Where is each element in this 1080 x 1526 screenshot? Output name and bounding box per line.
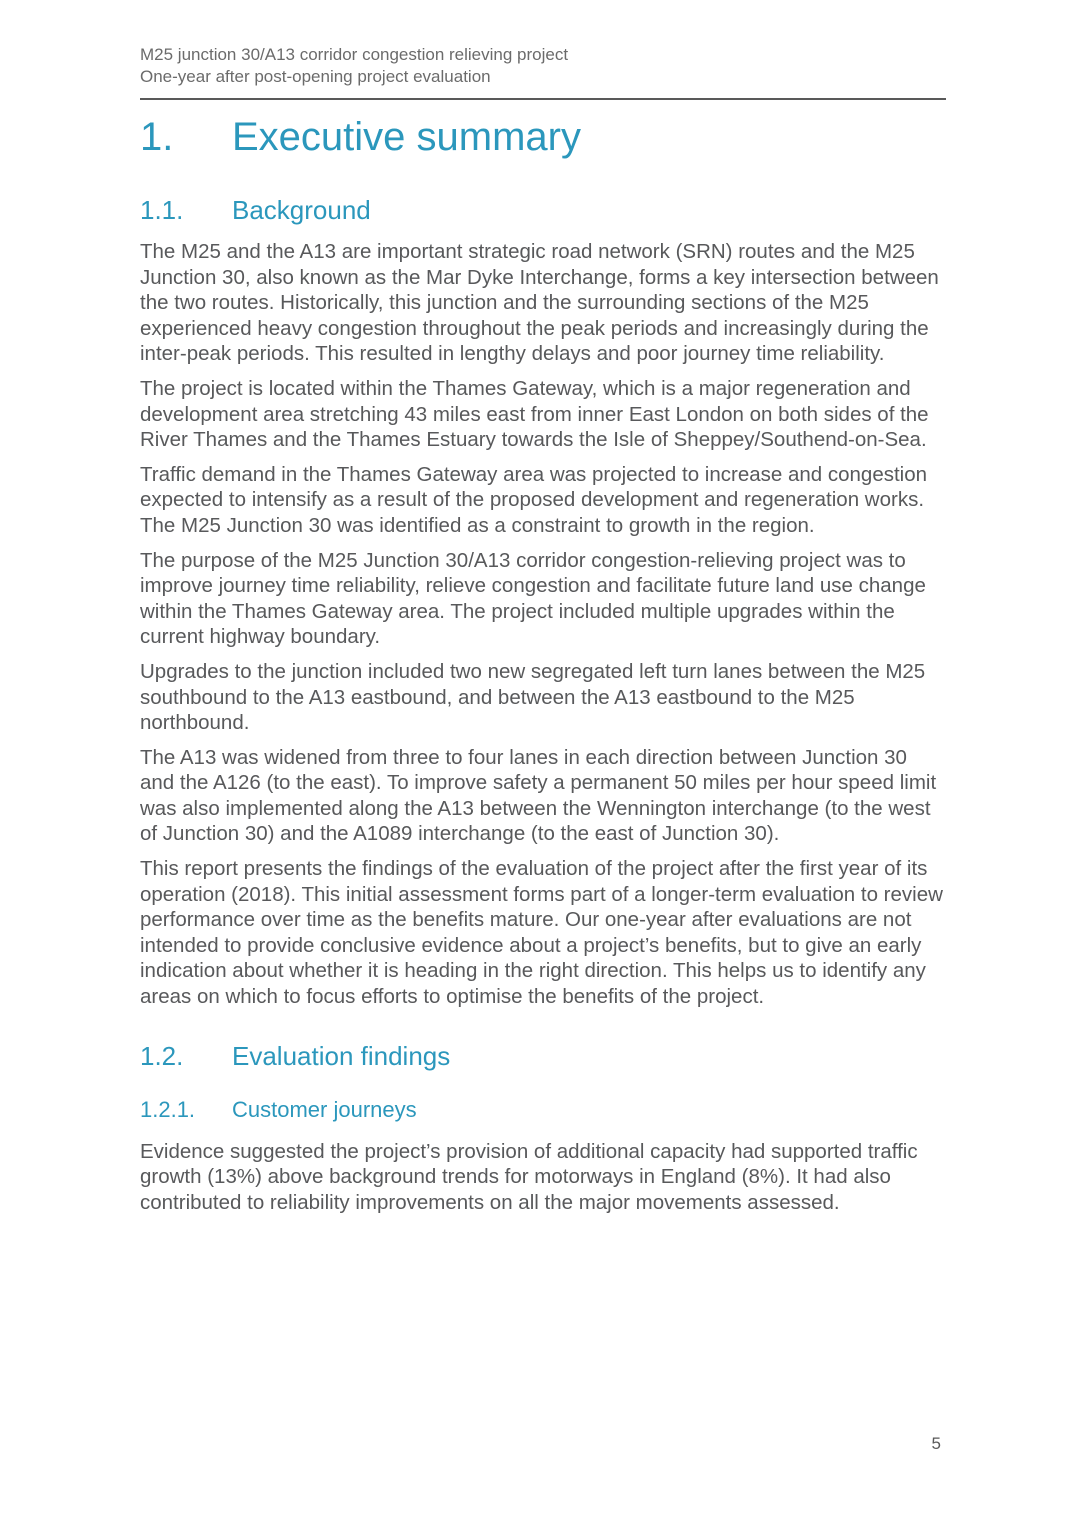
running-header-line1: M25 junction 30/A13 corridor congestion relieving project bbox=[140, 45, 569, 64]
chapter-title bbox=[140, 114, 946, 160]
header-rule bbox=[140, 98, 946, 100]
paragraph: This report presents the findings of the evaluation of the project after the first year of its operation (2018). This initial assessment forms part of a longer-term evaluation to review performance over time as the benefits mature. Our one-year after evaluations are not intended to provide conclusive evidence about a project’s benefits, but to give an early indication about whether it is heading in the right direction. This helps us to identify any areas on which to focus efforts to optimise the benefits of the project. bbox=[140, 857, 943, 1009]
paragraph: Evidence suggested the project’s provision of additional capacity had supported traffic growth (13%) above background trends for motorways in England (8%). It had also contributed to reliability improvements on all the major movements assessed. bbox=[140, 1139, 918, 1214]
page-number: 5 bbox=[931, 1434, 941, 1453]
chapter-title-text: Executive summary bbox=[232, 115, 581, 159]
section-body bbox=[140, 239, 946, 1010]
paragraph: The project is located within the Thames Gateway, which is a major regeneration and development area stretching 43 miles east from inner East London on both sides of the River Thames and the Thames Estuary towards the Isle of Sheppey/Southend-on-Sea. bbox=[140, 376, 929, 452]
paragraph: The purpose of the M25 Junction 30/A13 corridor congestion-relieving project was to improve journey time reliability, relieve congestion and facilitate future land use change within the Thames Gateway area. The project included multiple upgrades within the current highway boundary. bbox=[140, 548, 926, 649]
paragraph: The M25 and the A13 are important strategic road network (SRN) routes and the M25 Junction 30, also known as the Mar Dyke Interchange, forms a key intersection between the two routes. Historically, this junction and the surrounding sections of the M25 experienced heavy congestion throughout the peak periods and increasingly during the inter-peak periods. This resulted in lengthy delays and poor journey time reliability. bbox=[140, 240, 939, 366]
running-header-line2: One-year after post-opening project evaluation bbox=[140, 67, 491, 86]
subsection-number: 1.2.1. bbox=[140, 1096, 196, 1122]
section-heading-text: Evaluation findings bbox=[232, 1040, 451, 1071]
section-number: 1.2. bbox=[140, 1040, 184, 1071]
running-header bbox=[140, 44, 946, 100]
section-background bbox=[140, 195, 946, 1010]
paragraph: Upgrades to the junction included two new segregated left turn lanes between the M25 southbound to the A13 eastbound, and between the A13 eastbound to the M25 northbound. bbox=[140, 659, 926, 735]
section-heading-evaluation-findings bbox=[140, 1041, 946, 1071]
chapter-number: 1. bbox=[140, 115, 174, 159]
page-content bbox=[140, 0, 946, 1224]
subsection-body bbox=[140, 1139, 946, 1216]
subsection-heading-text: Customer journeys bbox=[232, 1096, 417, 1122]
section-heading-background bbox=[140, 195, 946, 225]
section-evaluation-findings bbox=[140, 1041, 946, 1216]
paragraph: The A13 was widened from three to four lanes in each direction between Junction 30 and the A126 (to the east). To improve safety a permanent 50 miles per hour speed limit was also implemented along the A13 between the Wennington interchange (to the west of Junction 30) and the A1089 interchange (to the east of Junction 30). bbox=[140, 745, 937, 846]
section-heading-text: Background bbox=[232, 195, 371, 225]
section-number: 1.1. bbox=[140, 195, 184, 225]
subsection-heading-customer-journeys bbox=[140, 1097, 946, 1123]
paragraph: Traffic demand in the Thames Gateway area was projected to increase and congestion expected to intensify as a result of the proposed development and regeneration works. The M25 Junction 30 was identified as a constraint to growth in the region. bbox=[140, 462, 928, 537]
